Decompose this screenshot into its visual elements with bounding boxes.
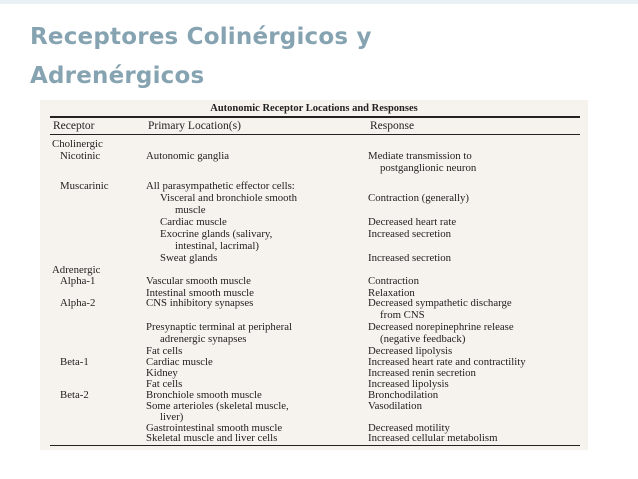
location-cell: Bronchiole smooth muscle	[146, 389, 262, 401]
location-cell: Fat cells	[146, 378, 183, 390]
response-cell: (negative feedback)	[380, 333, 466, 345]
location-cell: Vascular smooth muscle	[146, 275, 251, 287]
response-cell: Increased lipolysis	[368, 378, 449, 390]
bottom-rule	[50, 445, 580, 446]
location-cell: Sweat glands	[160, 252, 218, 264]
response-cell: Increased secretion	[368, 252, 452, 264]
location-cell: muscle	[175, 204, 206, 216]
response-cell: Increased secretion	[368, 228, 452, 240]
response-cell: Vasodilation	[368, 400, 422, 412]
response-cell: Relaxation	[368, 287, 415, 299]
response-cell: Decreased lipolysis	[368, 345, 453, 357]
receptor-cell: Alpha-1	[60, 275, 96, 287]
location-cell: Some arterioles (skeletal muscle,	[146, 400, 289, 412]
receptor-cell: Cholinergic	[52, 138, 103, 150]
response-cell: Contraction	[368, 275, 419, 287]
location-cell: All parasympathetic effector cells:	[146, 180, 295, 192]
location-cell: Cardiac muscle	[146, 356, 213, 368]
receptor-cell: Alpha-2	[60, 297, 96, 309]
header-location: Primary Location(s)	[148, 120, 241, 132]
response-cell: postganglionic neuron	[380, 162, 477, 174]
header-receptor: Receptor	[53, 120, 95, 132]
response-cell: Contraction (generally)	[368, 192, 470, 204]
receptor-cell: Adrenergic	[52, 264, 101, 276]
response-cell: Decreased sympathetic discharge	[368, 297, 512, 309]
response-cell: Mediate transmission to	[368, 150, 472, 162]
location-cell: Exocrine glands (salivary,	[160, 228, 273, 240]
location-cell: intestinal, lacrimal)	[175, 240, 259, 252]
response-cell: Decreased norepinephrine release	[368, 321, 514, 333]
response-cell: from CNS	[380, 309, 425, 321]
receptor-cell: Nicotinic	[60, 150, 101, 162]
table-title: Autonomic Receptor Locations and Responses	[210, 103, 418, 114]
slide-title	[30, 18, 450, 96]
top-rule	[50, 116, 580, 118]
slide-title-line-1: Receptores Colinérgicos y	[30, 24, 372, 50]
location-cell: Autonomic ganglia	[146, 150, 230, 162]
location-cell: adrenergic synapses	[160, 333, 247, 345]
location-cell: CNS inhibitory synapses	[146, 297, 254, 309]
location-cell: Cardiac muscle	[160, 216, 227, 228]
response-cell: Increased cellular metabolism	[368, 432, 498, 444]
accent-strip	[0, 0, 638, 4]
table-row	[40, 432, 588, 446]
receptor-table-image	[40, 100, 588, 450]
table-row	[40, 162, 588, 176]
location-cell: Visceral and bronchiole smooth	[160, 192, 297, 204]
response-cell: Decreased motility	[368, 422, 450, 434]
response-cell: Increased renin secretion	[368, 367, 476, 379]
header-rule	[50, 134, 580, 135]
slide-title-line-2: Adrenérgicos	[30, 63, 205, 89]
receptor-cell: Beta-1	[60, 356, 89, 368]
response-cell: Decreased heart rate	[368, 216, 457, 228]
header-response: Response	[370, 120, 415, 132]
location-cell: Intestinal smooth muscle	[146, 287, 254, 299]
location-cell: Presynaptic terminal at peripheral	[146, 321, 293, 333]
location-cell: Skeletal muscle and liver cells	[146, 432, 278, 444]
receptor-cell: Beta-2	[60, 389, 89, 401]
location-cell: Fat cells	[146, 345, 183, 357]
receptor-cell: Muscarinic	[60, 180, 109, 192]
location-cell: Kidney	[146, 367, 178, 379]
location-cell: liver)	[160, 411, 184, 423]
response-cell: Increased heart rate and contractility	[368, 356, 526, 368]
response-cell: Bronchodilation	[368, 389, 439, 401]
location-cell: Gastrointestinal smooth muscle	[146, 422, 283, 434]
